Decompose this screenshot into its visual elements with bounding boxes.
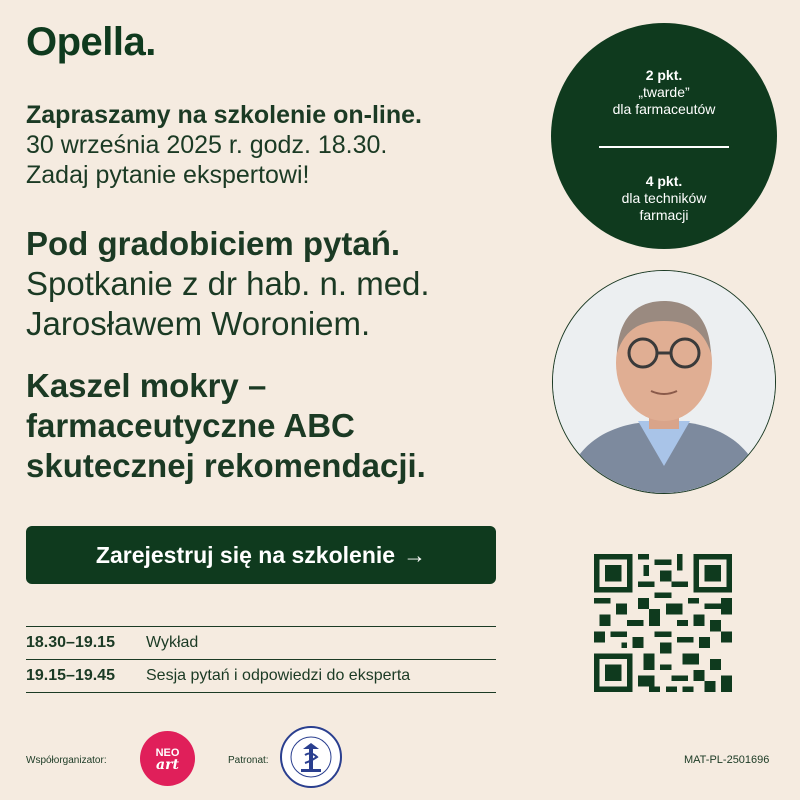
material-reference: MAT-PL-2501696 [684, 754, 770, 766]
event-date: 30 września 2025 r. godz. 18.30. [26, 131, 388, 159]
topic-line2: farmaceutyczne ABC [26, 407, 355, 444]
schedule-time: 19.15–19.45 [26, 667, 115, 684]
speaker-photo [552, 270, 776, 494]
arrow-right-icon: → [403, 541, 427, 568]
neoart-logo [140, 731, 195, 786]
headline-title: Pod gradobiciem pytań. [26, 225, 401, 262]
ask-expert-text: Zadaj pytanie ekspertowi! [26, 161, 310, 189]
headline-speaker-line2: Jarosławem Woroniem. [26, 305, 371, 342]
points-target: farmacji [639, 207, 689, 223]
points-block-technicians [551, 173, 777, 224]
points-type: „twarde” [638, 84, 690, 100]
points-value: 2 pkt. [645, 67, 683, 83]
points-block-pharmacists [551, 67, 777, 118]
schedule-description: Sesja pytań i odpowiedzi do eksperta [146, 667, 411, 684]
speaker-portrait-icon [553, 271, 775, 493]
coorganizer-label: Współorganizator: [26, 755, 107, 766]
badge-divider [599, 146, 729, 148]
points-target: dla farmaceutów [612, 101, 716, 117]
headline-speaker-line1: Spotkanie z dr hab. n. med. [26, 265, 430, 302]
headline-block [26, 224, 546, 344]
points-target: dla techników [621, 190, 707, 206]
schedule-description: Wykład [146, 634, 199, 651]
patron-label: Patronat: [228, 755, 269, 766]
schedule-time: 18.30–19.15 [26, 634, 115, 651]
brand-logo: Opella. [26, 20, 156, 64]
schedule-row [26, 659, 496, 693]
schedule-row [26, 626, 496, 659]
invitation-text: Zapraszamy na szkolenie on-line. [26, 101, 422, 129]
points-value: 4 pkt. [645, 173, 683, 189]
intro-block [26, 100, 526, 190]
topic-block [26, 366, 546, 486]
topic-line1: Kaszel mokry – [26, 367, 267, 404]
neoart-logo-text: NEO [155, 746, 180, 759]
points-badge [551, 23, 777, 249]
pharmacy-chamber-seal-icon [279, 725, 343, 789]
register-button-label: Zarejestruj się na szkolenie [95, 541, 396, 568]
topic-line3: skutecznej rekomendacji. [26, 447, 426, 484]
qr-code-icon[interactable] [594, 554, 732, 692]
neoart-logo-script: art [156, 756, 179, 773]
schedule-table [26, 626, 496, 693]
register-button[interactable] [26, 526, 496, 584]
